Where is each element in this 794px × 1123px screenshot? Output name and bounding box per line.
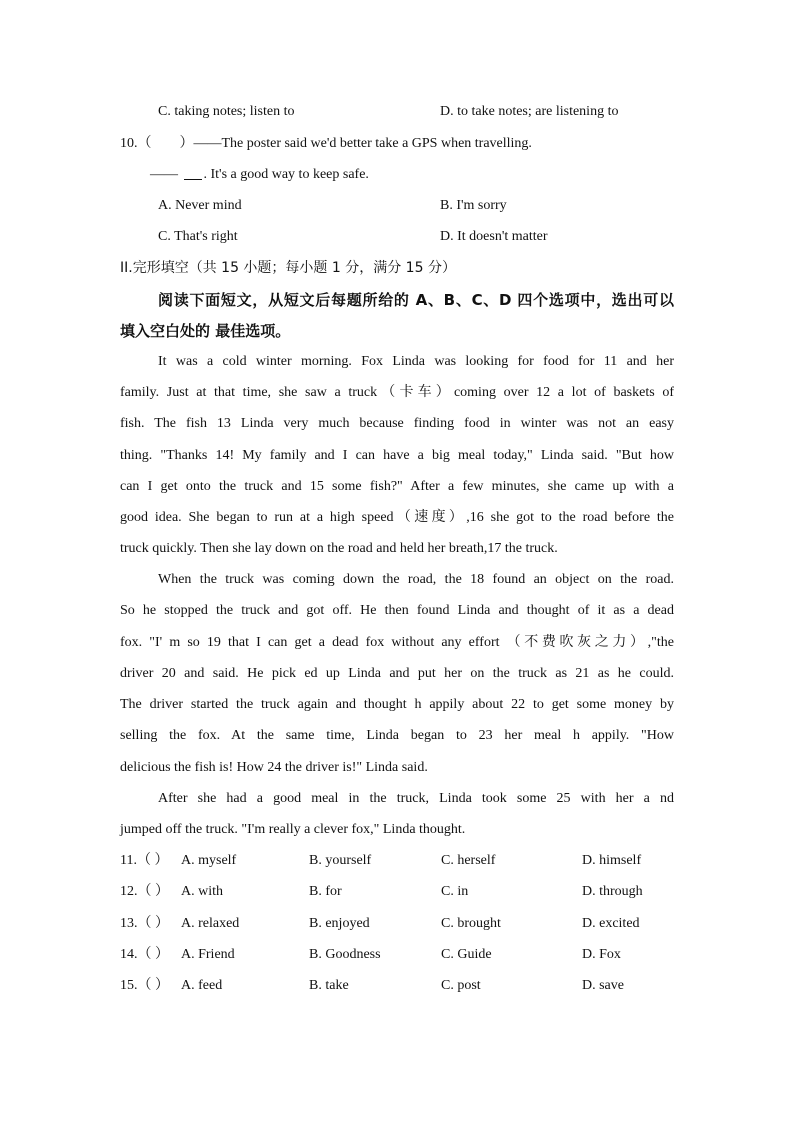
option-c: C. brought <box>441 916 501 931</box>
option-a: A. with <box>181 884 223 899</box>
passage-line-5: can I get onto the truck and 15 some fish?" After a few minutes, she came up with a <box>120 479 674 494</box>
option-a: A. Friend <box>181 947 235 962</box>
section-2-heading: II.完形填空（共 15 小题；每小题 1 分，满分 15 分） <box>120 260 456 276</box>
question-number: 11.（ ） <box>120 853 169 868</box>
section-2-instruction-line-2: 填入空白处的 最佳选项。 <box>120 322 291 340</box>
option-b: B. for <box>309 884 342 899</box>
passage-line-9: So he stopped the truck and got off. He then found Linda and thought of it as a dead <box>120 603 674 618</box>
question-number: 15.（ ） <box>120 978 169 993</box>
option-d: D. himself <box>582 853 642 868</box>
option-a: A. relaxed <box>181 916 240 931</box>
passage-line-15: After she had a good meal in the truck, Linda took some 25 with her a nd <box>158 791 674 806</box>
section-2-instruction-line-1: 阅读下面短文，从短文后每题所给的 A、B、C、D 四个选项中，选出可以 <box>158 291 674 309</box>
option-c: C. in <box>441 884 469 899</box>
passage-line-11: driver 20 and said. He pick ed up Linda and put her on the truck as 21 as he could. <box>120 666 674 681</box>
q10-reply-dash: —— <box>150 167 178 182</box>
passage-line-4: thing. "Thanks 14! My family and I can have a big meal today," Linda said. "But how <box>120 448 674 463</box>
q9-option-d: D. to take notes; are listening to <box>440 104 619 119</box>
passage-line-13: selling the fox. At the same time, Linda began to 23 her meal h appily. "How <box>120 728 674 743</box>
passage-line-12: The driver started the truck again and thought h appily about 22 to get some money by <box>120 697 674 712</box>
passage-line-14: delicious the fish is! How 24 the driver is!" Linda said. <box>120 760 428 775</box>
q10-option-a: A. Never mind <box>158 198 242 213</box>
passage-line-2: family. Just at that time, she saw a truck（卡车）coming over 12 a lot of baskets of <box>120 385 674 400</box>
option-c: C. post <box>441 978 481 993</box>
option-a: A. feed <box>181 978 223 993</box>
option-a: A. myself <box>181 853 237 868</box>
option-d: D. through <box>582 884 643 899</box>
option-b: B. Goodness <box>309 947 381 962</box>
question-number: 14.（ ） <box>120 947 169 962</box>
passage-line-3: fish. The fish 13 Linda very much because finding food in winter was not an easy <box>120 416 674 431</box>
passage-line-6: good idea. She began to run at a high speed（速度）,16 she got to the road before the <box>120 510 674 525</box>
q10-answer-blank <box>184 165 202 180</box>
passage-line-1: It was a cold winter morning. Fox Linda was looking for food for 11 and her <box>158 354 674 369</box>
q10-option-b: B. I'm sorry <box>440 198 507 213</box>
question-number: 13.（ ） <box>120 916 169 931</box>
option-b: B. take <box>309 978 349 993</box>
option-b: B. enjoyed <box>309 916 370 931</box>
q10-reply-text: . It's a good way to keep safe. <box>203 167 369 182</box>
option-c: C. herself <box>441 853 496 868</box>
q10-option-c: C. That's right <box>158 229 238 244</box>
q10-reply <box>150 165 369 185</box>
q10-stem: 10.（ ）——The poster said we'd better take a GPS when travelling. <box>120 136 532 151</box>
option-d: D. excited <box>582 916 640 931</box>
passage-line-16: jumped off the truck. "I'm really a clever fox," Linda thought. <box>120 822 466 837</box>
passage-line-7: truck quickly. Then she lay down on the road and held her breath,17 the truck. <box>120 541 558 556</box>
passage-line-10: fox. "I' m so 19 that I can get a dead fox without any effort （不费吹灰之力）,"the <box>120 635 674 650</box>
q10-option-d: D. It doesn't matter <box>440 229 548 244</box>
option-d: D. Fox <box>582 947 621 962</box>
q9-option-c: C. taking notes; listen to <box>158 104 295 119</box>
passage-line-8: When the truck was coming down the road, the 18 found an object on the road. <box>158 572 674 587</box>
question-number: 12.（ ） <box>120 884 169 899</box>
option-c: C. Guide <box>441 947 492 962</box>
option-b: B. yourself <box>309 853 372 868</box>
option-d: D. save <box>582 978 624 993</box>
